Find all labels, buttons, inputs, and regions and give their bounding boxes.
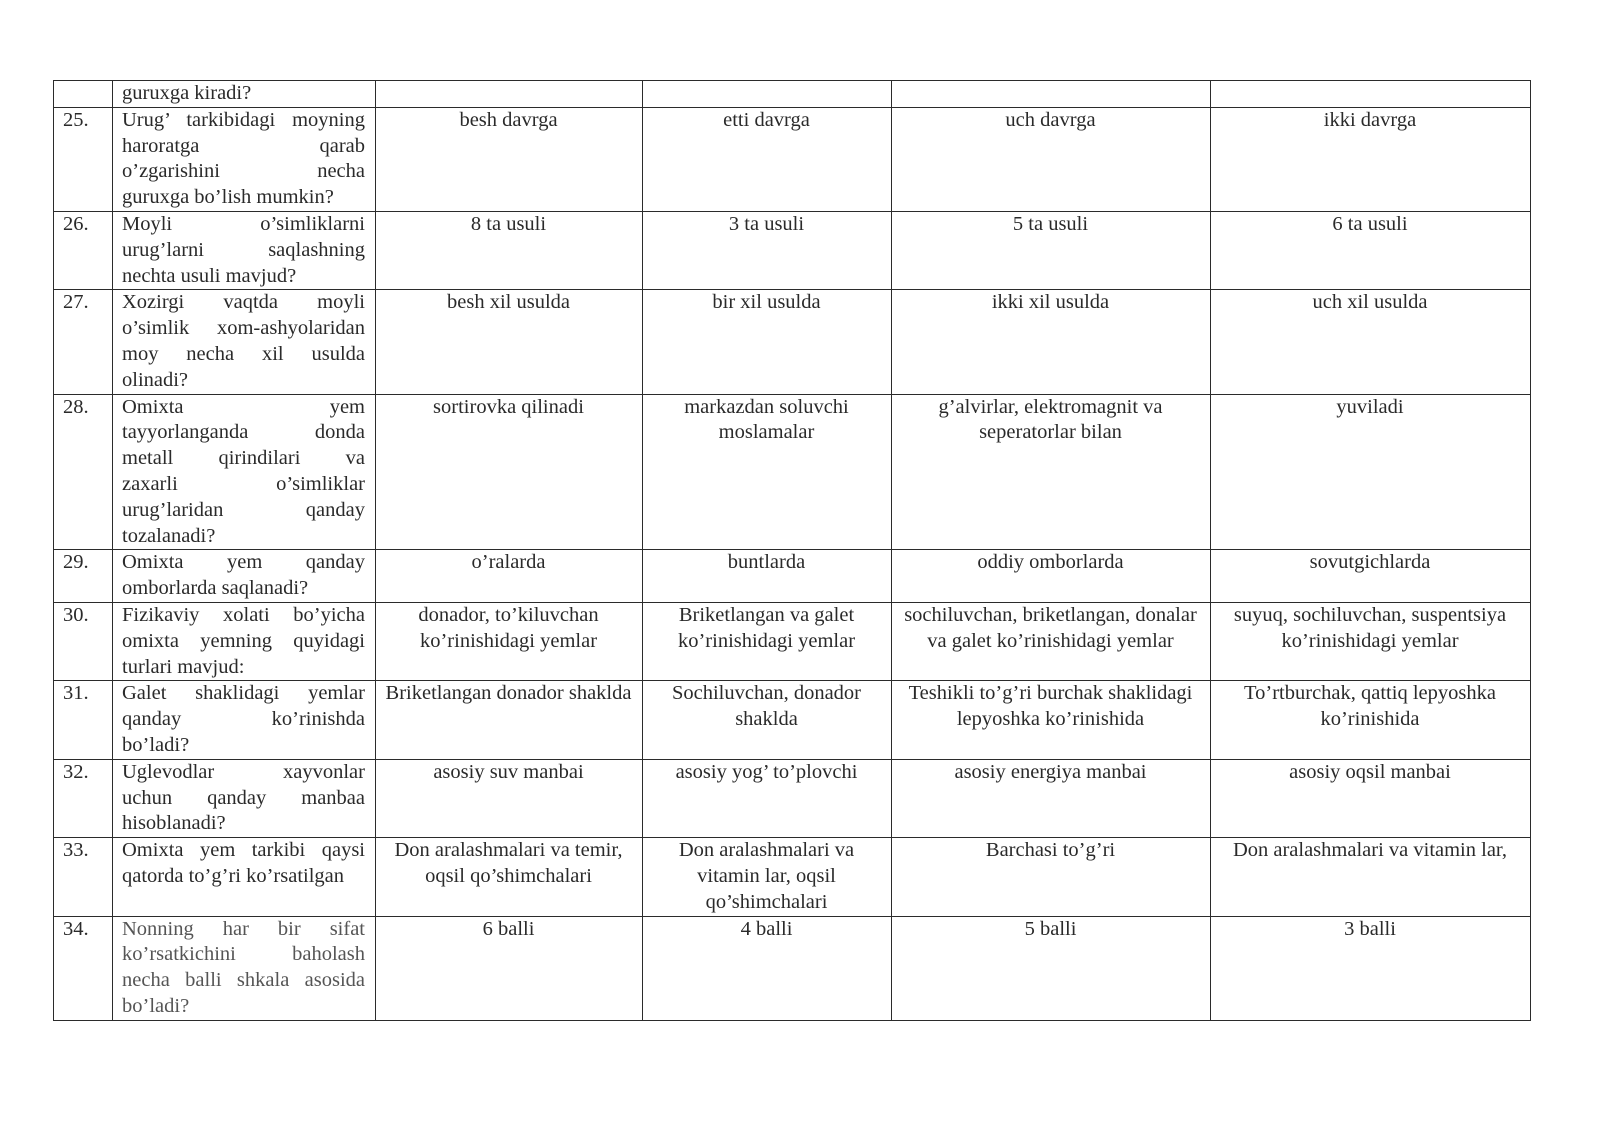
table-row: [54, 107, 1531, 211]
question-line: o’simlik xom-ashyolaridan: [122, 317, 365, 340]
question-line: ko’rsatkichini baholash: [122, 943, 365, 966]
question-line: tozalanadi?: [122, 524, 216, 547]
question-line: olinadi?: [122, 368, 189, 391]
answer-option-1: donador, to’kiluvchan ko’rinishidagi yemlar: [376, 602, 643, 680]
question-text: [113, 81, 376, 108]
answer-option-3: Teshikli to’g’ri burchak shaklidagi lepyoshka ko’rinishida: [892, 681, 1211, 759]
answer-option-4: sovutgichlarda: [1211, 550, 1531, 603]
question-line: Galet shaklidagi yemlar: [122, 682, 365, 705]
question-number: 30.: [54, 602, 113, 680]
answer-option-1: sortirovka qilinadi: [376, 394, 643, 550]
question-line: Xozirgi vaqtda moyli: [122, 291, 365, 314]
question-line: Omixta yem qanday: [122, 551, 365, 574]
question-line: omixta yemning quyidagi: [122, 629, 365, 652]
answer-option-3: ikki xil usulda: [892, 290, 1211, 394]
table-row: [54, 681, 1531, 759]
answer-option-4: [1211, 81, 1531, 108]
answer-option-1: 8 ta usuli: [376, 211, 643, 289]
question-text: [113, 602, 376, 680]
answer-option-1: Don aralashmalari va temir, oqsil qo’shimchalari: [376, 838, 643, 916]
question-line: Nonning har bir sifat: [122, 917, 365, 940]
question-text: [113, 290, 376, 394]
question-text: [113, 838, 376, 916]
question-number: 29.: [54, 550, 113, 603]
answer-option-4: uch xil usulda: [1211, 290, 1531, 394]
answer-option-3: g’alvirlar, elektromagnit va seperatorlar bilan: [892, 394, 1211, 550]
question-line: hisoblanadi?: [122, 812, 226, 835]
table-row: [54, 916, 1531, 1020]
answer-option-3: oddiy omborlarda: [892, 550, 1211, 603]
answer-option-1: Briketlangan donador shaklda: [376, 681, 643, 759]
question-line: urug’larni saqlashning: [122, 238, 365, 261]
question-line: bo’ladi?: [122, 994, 190, 1017]
question-line: metall qirindilari va: [122, 447, 365, 470]
question-line: uchun qanday manbaa: [122, 786, 365, 809]
table-row: [54, 394, 1531, 550]
question-line: moy necha xil usulda: [122, 342, 365, 365]
question-number: 31.: [54, 681, 113, 759]
question-line: qanday ko’rinishda: [122, 708, 365, 731]
question-line: Uglevodlar xayvonlar: [122, 760, 365, 783]
question-line: Urug’ tarkibidagi moyning: [122, 108, 365, 131]
answer-option-1: besh xil usulda: [376, 290, 643, 394]
answer-option-4: suyuq, sochiluvchan, suspentsiya ko’rinishidagi yemlar: [1211, 602, 1531, 680]
question-text: [113, 550, 376, 603]
table-row: [54, 211, 1531, 289]
answer-option-3: [892, 81, 1211, 108]
answer-option-4: To’rtburchak, qattiq lepyoshka ko’rinishida: [1211, 681, 1531, 759]
quiz-table-body: [54, 81, 1531, 1021]
answer-option-1: besh davrga: [376, 107, 643, 211]
answer-option-4: ikki davrga: [1211, 107, 1531, 211]
question-line: o’zgarishini necha: [122, 160, 365, 183]
answer-option-2: etti davrga: [643, 107, 892, 211]
answer-option-2: Sochiluvchan, donador shaklda: [643, 681, 892, 759]
question-line: omborlarda saqlanadi?: [122, 577, 309, 600]
question-number: [54, 81, 113, 108]
question-line: haroratga qarab: [122, 134, 365, 157]
answer-option-3: sochiluvchan, briketlangan, donalar va galet ko’rinishidagi yemlar: [892, 602, 1211, 680]
question-line: tayyorlanganda donda: [122, 421, 365, 444]
answer-option-3: 5 balli: [892, 916, 1211, 1020]
question-number: 27.: [54, 290, 113, 394]
answer-option-3: uch davrga: [892, 107, 1211, 211]
answer-option-3: Barchasi to’g’ri: [892, 838, 1211, 916]
answer-option-1: asosiy suv manbai: [376, 759, 643, 837]
question-number: 33.: [54, 838, 113, 916]
answer-option-1: 6 balli: [376, 916, 643, 1020]
answer-option-3: asosiy energiya manbai: [892, 759, 1211, 837]
table-row: [54, 838, 1531, 916]
answer-option-4: yuviladi: [1211, 394, 1531, 550]
question-line: turlari mavjud:: [122, 655, 245, 678]
answer-option-2: 4 balli: [643, 916, 892, 1020]
answer-option-4: 3 balli: [1211, 916, 1531, 1020]
question-text: [113, 916, 376, 1020]
answer-option-2: [643, 81, 892, 108]
quiz-table: [53, 80, 1531, 1021]
question-number: 32.: [54, 759, 113, 837]
question-number: 25.: [54, 107, 113, 211]
question-text: [113, 107, 376, 211]
question-line: necha balli shkala asosida: [122, 969, 365, 992]
question-line: zaxarli o’simliklar: [122, 472, 365, 495]
question-text: [113, 759, 376, 837]
answer-option-4: asosiy oqsil manbai: [1211, 759, 1531, 837]
question-line: guruxga bo’lish mumkin?: [122, 186, 334, 209]
answer-option-2: asosiy yog’ to’plovchi: [643, 759, 892, 837]
question-line: urug’laridan qanday: [122, 498, 365, 521]
question-text: [113, 681, 376, 759]
table-row: [54, 81, 1531, 108]
table-row: [54, 759, 1531, 837]
question-line: qatorda to’g’ri ko’rsatilgan: [122, 864, 345, 887]
answer-option-2: Don aralashmalari va vitamin lar, oqsil qo’shimchalari: [643, 838, 892, 916]
answer-option-4: Don aralashmalari va vitamin lar,: [1211, 838, 1531, 916]
question-line: Omixta yem: [122, 395, 365, 418]
question-line: Fizikaviy xolati bo’yicha: [122, 603, 365, 626]
question-line: Omixta yem tarkibi qaysi: [122, 839, 365, 862]
answer-option-2: 3 ta usuli: [643, 211, 892, 289]
question-line: bo’ladi?: [122, 733, 190, 756]
answer-option-2: markazdan soluvchi moslamalar: [643, 394, 892, 550]
question-line: nechta usuli mavjud?: [122, 264, 297, 287]
answer-option-2: Briketlangan va galet ko’rinishidagi yemlar: [643, 602, 892, 680]
answer-option-2: buntlarda: [643, 550, 892, 603]
question-text: [113, 394, 376, 550]
answer-option-3: 5 ta usuli: [892, 211, 1211, 289]
question-number: 26.: [54, 211, 113, 289]
question-line: guruxga kiradi?: [122, 82, 252, 104]
question-number: 28.: [54, 394, 113, 550]
table-row: [54, 290, 1531, 394]
answer-option-2: bir xil usulda: [643, 290, 892, 394]
question-line: Moyli o’simliklarni: [122, 212, 365, 235]
table-row: [54, 550, 1531, 603]
table-row: [54, 602, 1531, 680]
answer-option-1: [376, 81, 643, 108]
question-text: [113, 211, 376, 289]
answer-option-1: o’ralarda: [376, 550, 643, 603]
question-number: 34.: [54, 916, 113, 1020]
answer-option-4: 6 ta usuli: [1211, 211, 1531, 289]
